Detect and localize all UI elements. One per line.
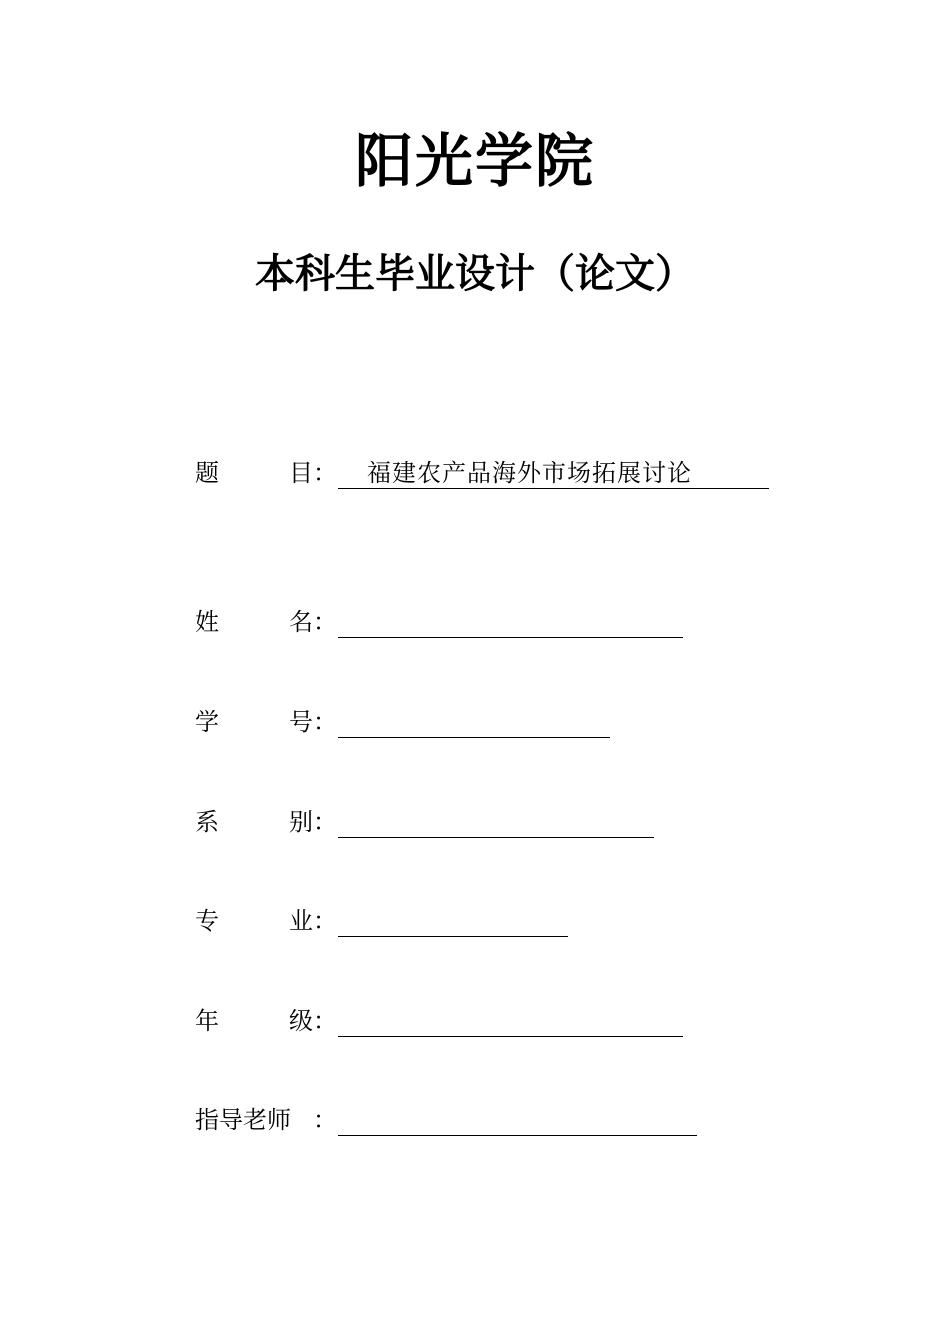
- field-grade-label-char2: 级: [289, 1007, 313, 1035]
- field-advisor-label: [195, 1102, 335, 1138]
- document-type-title: 本科生毕业设计（论文）: [255, 250, 695, 297]
- field-grade-label-char1: 年: [195, 1007, 219, 1035]
- field-advisor-label-text: 指导老师: [195, 1106, 291, 1134]
- field-student-id-colon: ：: [313, 708, 337, 736]
- field-advisor-colon: ：: [313, 1106, 337, 1134]
- field-title-label-char1: 题: [195, 459, 219, 487]
- field-major-label: [195, 903, 335, 939]
- field-department-underline[interactable]: [338, 837, 654, 838]
- field-major-underline[interactable]: [338, 936, 568, 937]
- field-grade-label: [195, 1003, 335, 1039]
- field-department-label-char1: 系: [195, 808, 219, 836]
- field-major-colon: ：: [313, 907, 337, 935]
- field-name-label: [195, 604, 335, 640]
- field-name-colon: ：: [313, 608, 337, 636]
- field-advisor-underline[interactable]: [338, 1135, 697, 1136]
- field-title-value: 福建农产品海外市场拓展讨论: [367, 459, 692, 487]
- field-major-label-char2: 业: [289, 907, 313, 935]
- field-name-label-char2: 名: [289, 608, 313, 636]
- field-name-label-char1: 姓: [195, 608, 219, 636]
- field-title-label-char2: 目: [289, 459, 313, 487]
- field-grade-colon: ：: [313, 1007, 337, 1035]
- field-department-label-char2: 别: [289, 808, 313, 836]
- school-name: 阳光学院: [354, 127, 595, 195]
- field-student-id-label-char2: 号: [289, 708, 313, 736]
- field-title-label: [195, 455, 335, 491]
- field-department-colon: ：: [313, 808, 337, 836]
- field-student-id-label-char1: 学: [195, 708, 219, 736]
- field-major-label-char1: 专: [195, 907, 219, 935]
- field-student-id-underline[interactable]: [338, 737, 610, 738]
- field-student-id-label: [195, 704, 335, 740]
- field-grade-underline[interactable]: [338, 1036, 683, 1037]
- field-name-underline[interactable]: [338, 637, 683, 638]
- field-title-colon: ：: [313, 459, 337, 487]
- field-department-label: [195, 804, 335, 840]
